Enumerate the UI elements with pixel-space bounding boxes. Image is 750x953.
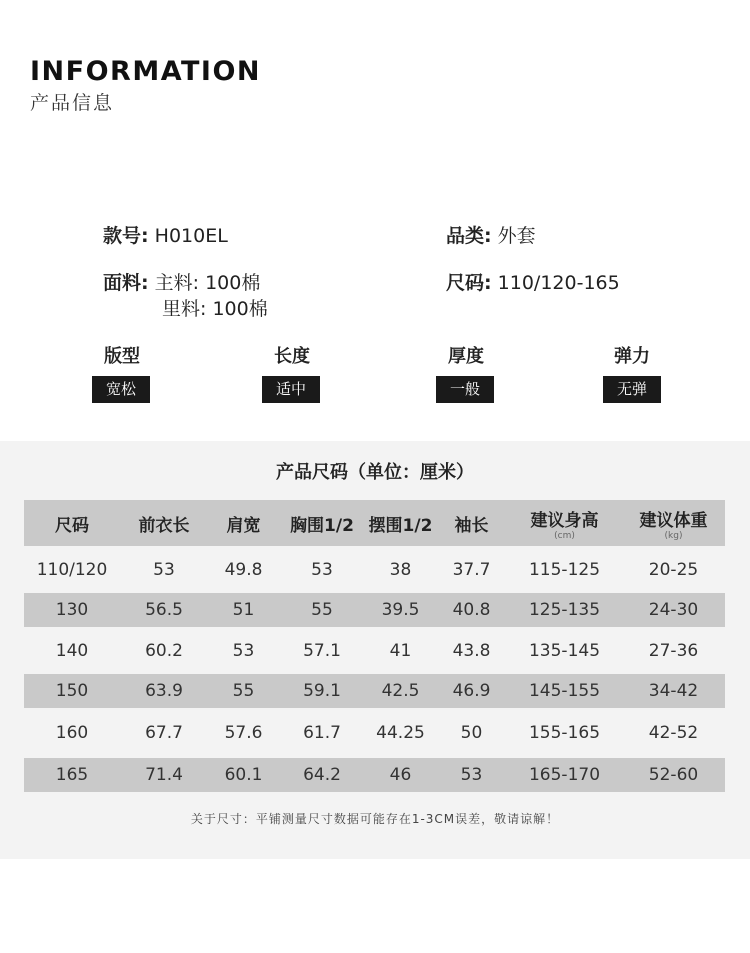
table-cell: 27-36 xyxy=(622,627,725,674)
table-cell: 53 xyxy=(279,546,365,593)
length-tag: 适中 xyxy=(262,376,320,403)
table-cell: 110/120 xyxy=(24,546,120,593)
col-weight-label: 建议体重 xyxy=(639,510,708,531)
table-cell: 67.7 xyxy=(120,708,208,758)
table-cell: 145-155 xyxy=(507,674,622,708)
table-cell: 60.1 xyxy=(208,758,279,792)
size-table-header xyxy=(24,500,725,546)
category-label: 品类: xyxy=(446,225,492,247)
table-cell: 55 xyxy=(279,593,365,627)
table-cell: 41 xyxy=(365,627,436,674)
table-cell: 42.5 xyxy=(365,674,436,708)
table-row xyxy=(24,674,725,708)
info-heading-zh: 产品信息 xyxy=(30,92,115,114)
table-cell: 130 xyxy=(24,593,120,627)
fabric-label: 面料: xyxy=(103,272,149,294)
table-cell: 40.8 xyxy=(436,593,507,627)
table-cell: 64.2 xyxy=(279,758,365,792)
table-cell: 53 xyxy=(208,627,279,674)
col-half-hem: 摆围1/2 xyxy=(365,500,436,546)
table-cell: 155-165 xyxy=(507,708,622,758)
table-cell: 37.7 xyxy=(436,546,507,593)
table-cell: 59.1 xyxy=(279,674,365,708)
col-weight-unit: (kg) xyxy=(664,530,683,541)
table-cell: 135-145 xyxy=(507,627,622,674)
table-cell: 50 xyxy=(436,708,507,758)
table-cell: 165-170 xyxy=(507,758,622,792)
table-cell: 24-30 xyxy=(622,593,725,627)
table-row xyxy=(24,758,725,792)
table-cell: 57.6 xyxy=(208,708,279,758)
table-cell: 71.4 xyxy=(120,758,208,792)
table-cell: 63.9 xyxy=(120,674,208,708)
size-range-value: 110/120-165 xyxy=(497,272,620,294)
col-height-label: 建议身高 xyxy=(530,510,599,531)
table-cell: 125-135 xyxy=(507,593,622,627)
fabric-main: 主料: 100棉 xyxy=(154,272,261,294)
table-cell: 165 xyxy=(24,758,120,792)
table-cell: 53 xyxy=(120,546,208,593)
col-sleeve: 袖长 xyxy=(436,500,507,546)
table-cell: 55 xyxy=(208,674,279,708)
fit-title: 版型 xyxy=(104,346,140,367)
table-cell: 20-25 xyxy=(622,546,725,593)
table-cell: 38 xyxy=(365,546,436,593)
col-height xyxy=(507,500,622,546)
table-row xyxy=(24,708,725,758)
col-front-length: 前衣长 xyxy=(120,500,208,546)
col-shoulder: 肩宽 xyxy=(208,500,279,546)
fabric-lining: 里料: 100棉 xyxy=(162,298,268,320)
table-cell: 57.1 xyxy=(279,627,365,674)
col-height-unit: (cm) xyxy=(554,530,575,541)
col-size: 尺码 xyxy=(24,500,120,546)
category xyxy=(446,221,536,248)
table-row xyxy=(24,593,725,627)
table-row xyxy=(24,627,725,674)
table-row xyxy=(24,546,725,593)
table-cell: 53 xyxy=(436,758,507,792)
style-number xyxy=(103,221,228,248)
table-cell: 46 xyxy=(365,758,436,792)
size-table xyxy=(24,500,725,792)
table-cell: 44.25 xyxy=(365,708,436,758)
size-range-label: 尺码: xyxy=(446,272,492,294)
style-number-label: 款号: xyxy=(103,225,149,247)
info-heading-en: INFORMATION xyxy=(30,56,262,87)
table-cell: 43.8 xyxy=(436,627,507,674)
table-cell: 42-52 xyxy=(622,708,725,758)
table-cell: 51 xyxy=(208,593,279,627)
fabric xyxy=(103,268,260,295)
table-cell: 46.9 xyxy=(436,674,507,708)
size-chart-title: 产品尺码（单位：厘米） xyxy=(276,462,474,483)
thickness-tag: 一般 xyxy=(436,376,494,403)
elasticity-title: 弹力 xyxy=(614,346,650,367)
table-cell: 160 xyxy=(24,708,120,758)
category-value: 外套 xyxy=(497,225,536,247)
table-cell: 49.8 xyxy=(208,546,279,593)
elasticity-tag: 无弹 xyxy=(603,376,661,403)
table-cell: 140 xyxy=(24,627,120,674)
table-cell: 115-125 xyxy=(507,546,622,593)
length-title: 长度 xyxy=(274,346,310,367)
fit-tag: 宽松 xyxy=(92,376,150,403)
table-cell: 150 xyxy=(24,674,120,708)
col-weight xyxy=(622,500,725,546)
size-range xyxy=(446,268,620,295)
style-number-value: H010EL xyxy=(154,225,228,247)
table-cell: 60.2 xyxy=(120,627,208,674)
table-cell: 52-60 xyxy=(622,758,725,792)
table-cell: 56.5 xyxy=(120,593,208,627)
table-cell: 34-42 xyxy=(622,674,725,708)
col-half-chest: 胸围1/2 xyxy=(279,500,365,546)
thickness-title: 厚度 xyxy=(448,346,484,367)
table-cell: 39.5 xyxy=(365,593,436,627)
table-cell: 61.7 xyxy=(279,708,365,758)
measurement-note: 关于尺寸：平铺测量尺寸数据可能存在1-3CM误差，敬请谅解！ xyxy=(190,812,560,826)
